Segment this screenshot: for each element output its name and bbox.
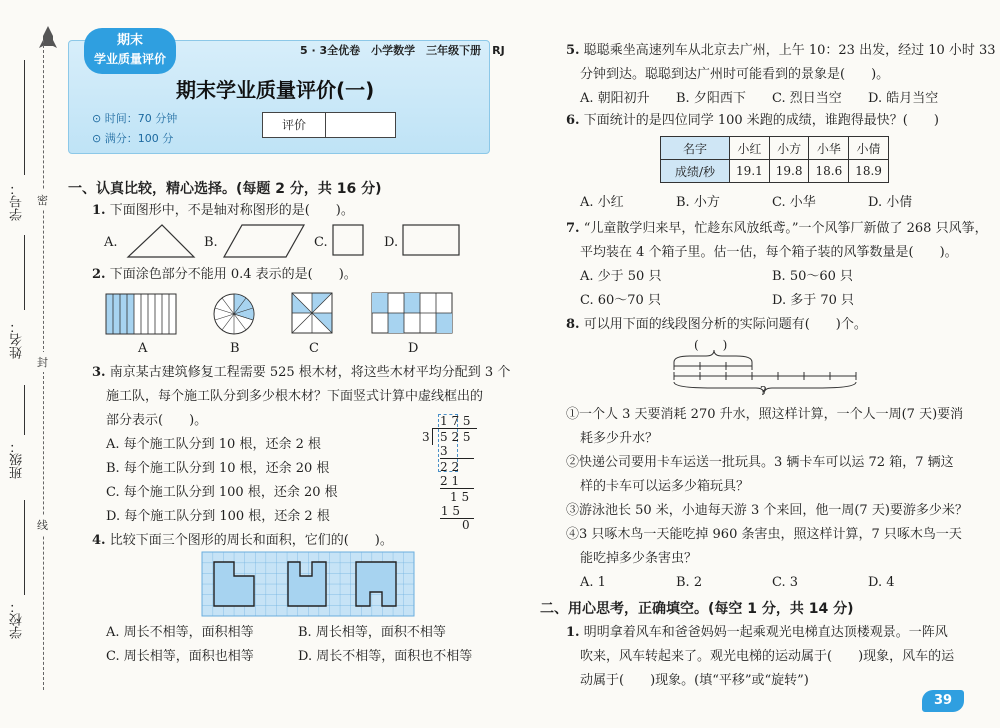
q3-num: 3.	[92, 365, 106, 380]
section2-title: 二、用心思考，正确填空。(每空 1 分，共 14 分)	[540, 601, 854, 617]
q8-item1-cont: 耗多少升水？	[580, 431, 659, 446]
score-table	[660, 136, 889, 183]
q2-text: 下面涂色部分不能用 0.4 表示的是( )。	[109, 267, 357, 282]
badge-line2: 学业质量评价	[93, 52, 166, 66]
div-step3: 2 1	[440, 474, 474, 489]
q5-line2: 分钟到达。聪聪到达广州时可能看到的景象是( )。	[580, 67, 890, 82]
q8-item3: ③游泳池长 50 米，小迪每天游 3 个来回，他一周(7 天)要游多少米？	[566, 503, 968, 518]
q4-opt-b[interactable]: B. 周长相等，面积不相等	[298, 625, 446, 640]
score-table-row	[661, 160, 889, 183]
q8-item4-cont: 能吃掉多少条害虫？	[580, 551, 698, 566]
page-number: 39	[922, 690, 964, 712]
q8	[566, 316, 867, 334]
q3-opt-d[interactable]: D. 每个施工队分到 100 根，还余 2 根	[106, 509, 330, 524]
q8-item2-cont: 样的卡车可以运多少箱玩具？	[580, 479, 750, 494]
q2-label-d[interactable]: D	[408, 341, 419, 356]
q1-opt-a[interactable]: A.	[104, 235, 118, 250]
div-step4: 1 5	[450, 490, 470, 504]
table-cell: 小倩	[849, 137, 889, 160]
q4-num: 4.	[92, 533, 106, 548]
q4	[92, 532, 393, 550]
table-cell: 小华	[809, 137, 849, 160]
q7-opt-c[interactable]: C. 60～70 只	[580, 293, 661, 308]
option-b-circle	[212, 292, 256, 336]
seal-mark-feng: 封	[37, 352, 48, 372]
q5-opt-c[interactable]: C. 烈日当空	[772, 91, 842, 106]
q5-opt-b[interactable]: B. 夕阳西下	[676, 91, 746, 106]
table-cell: 19.8	[769, 160, 809, 183]
div-step5: 1 5	[440, 504, 460, 518]
q7-line2: 平均装在 4 个箱子里。估一估，每个箱子装的风筝数量是( )。	[580, 245, 958, 260]
segment-diagram	[672, 350, 862, 394]
table-cell: 18.6	[809, 160, 849, 183]
q8-text: 可以用下面的线段图分析的实际问题有( )个。	[583, 317, 867, 332]
option-d-grid	[372, 293, 454, 335]
div-step6: 0	[462, 518, 470, 532]
table-cell: 成绩/秒	[661, 160, 730, 183]
badge-line1: 期末	[116, 33, 143, 48]
q1-opt-c[interactable]: C.	[314, 235, 328, 250]
q2-label-c[interactable]: C	[309, 341, 319, 356]
q3-opt-a[interactable]: A. 每个施工队分到 10 根，还余 2 根	[106, 437, 321, 452]
q7-num: 7.	[566, 221, 580, 236]
q1-num: 1.	[92, 203, 106, 218]
q2-label-a[interactable]: A	[138, 341, 148, 356]
s2q1-line3: 动属于( )现象。(填“平移”或“旋转”)	[580, 673, 809, 688]
q4-text: 比较下面三个图形的周长和面积，它们的( )。	[109, 533, 393, 548]
q1-opt-d[interactable]: D.	[384, 235, 399, 250]
div-quotient: 1 7 5	[440, 414, 471, 428]
page-title: 期末学业质量评价(一)	[176, 78, 375, 102]
evaluation-label: 评价	[263, 113, 326, 137]
s2q1-num: 1.	[566, 625, 580, 640]
school-blank[interactable]	[24, 500, 25, 595]
q3	[92, 364, 510, 382]
q5-opt-a[interactable]: A. 朝阳初升	[580, 91, 650, 106]
q7-opt-d[interactable]: D. 多于 70 只	[772, 293, 855, 308]
table-cell: 19.1	[730, 160, 770, 183]
q6	[566, 112, 939, 130]
evaluation-box[interactable]	[262, 112, 396, 138]
triangle-shape	[126, 224, 196, 258]
div-divisor: 3	[422, 430, 430, 444]
q8-item1: ①一个人 3 天要消耗 270 升水，照这样计算，一个人一周(7 天)要消	[566, 407, 964, 422]
question-mark-label: ?	[760, 384, 767, 398]
series-label: 5 · 3全优卷 小学数学 三年级下册 RJ	[300, 44, 505, 57]
q4-opt-d[interactable]: D. 周长不相等，面积也不相等	[298, 649, 473, 664]
q8-num: 8.	[566, 317, 580, 332]
q6-opt-b[interactable]: B. 小方	[676, 195, 720, 210]
binding-strip	[0, 0, 62, 728]
q5-opt-d[interactable]: D. 皓月当空	[868, 91, 939, 106]
perimeter-area-grid	[202, 552, 416, 620]
q1-opt-b[interactable]: B.	[204, 235, 218, 250]
div-dividend: 5 2 5	[440, 430, 471, 444]
q3-line2: 施工队，每个施工队分到多少根木材？下面竖式计算中虚线框出的	[106, 389, 484, 404]
parallelogram-shape	[222, 224, 306, 258]
time-info	[92, 110, 177, 126]
q3-line3: 部分表示( )。	[106, 413, 208, 428]
q6-num: 6.	[566, 113, 580, 128]
q3-line1: 南京某古建筑修复工程需要 525 根木材，将这些木材平均分配到 3 个	[109, 365, 511, 380]
q3-opt-b[interactable]: B. 每个施工队分到 10 根，还余 20 根	[106, 461, 330, 476]
square-shape	[332, 224, 366, 258]
q8-opt-c[interactable]: C. 3	[772, 575, 799, 590]
q8-item4: ④3 只啄木鸟一天能吃掉 960 条害虫，照这样计算，7 只啄木鸟一天	[566, 527, 962, 542]
option-c-square	[292, 293, 334, 335]
q7	[566, 220, 988, 238]
s2q1-line2: 吹来，风车转起来了。观光电梯的运动属于( )现象，风车的运	[580, 649, 955, 664]
student-no-blank[interactable]	[24, 60, 25, 175]
score-text: 满分：100 分	[104, 132, 174, 145]
name-blank[interactable]	[24, 235, 25, 310]
q1-text: 下面图形中，不是轴对称图形的是( )。	[109, 203, 354, 218]
q3-opt-c[interactable]: C. 每个施工队分到 100 根，还余 20 根	[106, 485, 338, 500]
table-cell: 名字	[661, 137, 730, 160]
section1-title: 一、认真比较，精心选择。(每题 2 分，共 16 分)	[68, 181, 382, 197]
clock-icon: ⊙	[92, 112, 105, 125]
q6-opt-d[interactable]: D. 小倩	[868, 195, 913, 210]
div-step1: 3	[440, 444, 474, 459]
long-division	[418, 414, 480, 532]
div-step2: 2 2	[440, 460, 460, 474]
q8-opt-b[interactable]: B. 2	[676, 575, 703, 590]
q8-item2: ②快递公司要用卡车运送一批玩具。3 辆卡车可以运 72 箱，7 辆这	[566, 455, 954, 470]
name-label: 姓名：	[10, 320, 25, 359]
score-table-header	[661, 137, 889, 160]
q8-opt-d[interactable]: D. 4	[868, 575, 895, 590]
q2	[92, 266, 357, 284]
score-info	[92, 130, 173, 146]
q6-opt-a[interactable]: A. 小红	[580, 195, 624, 210]
q4-opt-a[interactable]: A. 周长不相等，面积相等	[106, 625, 254, 640]
table-cell: 小红	[730, 137, 770, 160]
seal-mark-xian: 线	[37, 515, 48, 535]
q7-opt-b[interactable]: B. 50～60 只	[772, 269, 854, 284]
s2q1-line1: 明明拿着风车和爸爸妈妈一起乘观光电梯直达顶楼观景。一阵风	[583, 625, 948, 640]
q5-num: 5.	[566, 43, 580, 58]
s2q1	[566, 624, 948, 642]
check-icon: ⊙	[92, 132, 105, 145]
rectangle-shape	[402, 224, 462, 258]
q5-line1: 聪聪乘坐高速列车从北京去广州，上午 10：23 出发，经过 10 小时 33	[583, 43, 996, 58]
q1	[92, 202, 354, 220]
brace-label: ( )	[694, 338, 728, 352]
table-cell: 18.9	[849, 160, 889, 183]
seal-mark-mi: 密	[37, 190, 48, 210]
q7-line1: “儿童散学归来早，忙趁东风放纸鸢。”一个风筝厂新做了 268 只风筝，	[583, 221, 988, 236]
student-no-label: 学号：	[10, 182, 25, 221]
table-cell: 小方	[769, 137, 809, 160]
q8-opt-a[interactable]: A. 1	[580, 575, 606, 590]
q7-opt-a[interactable]: A. 少于 50 只	[580, 269, 662, 284]
class-label: 班级：	[10, 440, 25, 479]
q6-opt-c[interactable]: C. 小华	[772, 195, 816, 210]
q6-text: 下面统计的是四位同学 100 米跑的成绩，谁跑得最快？( )	[583, 113, 939, 128]
q2-label-b[interactable]: B	[230, 341, 240, 356]
time-text: 时间：70 分钟	[104, 112, 178, 125]
q2-num: 2.	[92, 267, 106, 282]
exam-badge	[84, 28, 176, 74]
q4-opt-c[interactable]: C. 周长相等，面积也相等	[106, 649, 254, 664]
class-blank[interactable]	[24, 385, 25, 435]
rocket-icon	[38, 26, 58, 52]
school-label: 学校：	[10, 600, 25, 639]
option-a-bars	[106, 294, 178, 336]
q5	[566, 42, 996, 60]
